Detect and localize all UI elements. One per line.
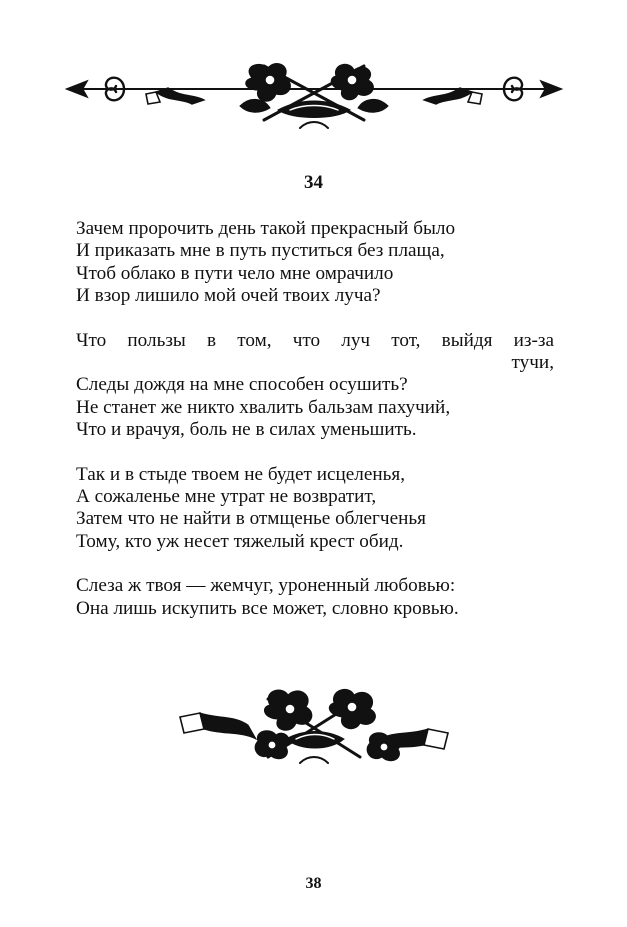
poem-line: И взор лишило мой очей твоих луча? — [76, 285, 381, 307]
poem-line: Что и врачуя, боль не в силах уменьшить. — [76, 419, 417, 441]
sonnet-number: 34 — [304, 172, 323, 193]
poem-line: Чтоб облако в пути чело мне омрачило — [76, 262, 394, 284]
poem-line: И приказать мне в путь пуститься без плаща, — [76, 240, 445, 262]
poem-line: Она лишь искупить все может, словно кровью. — [76, 597, 459, 619]
floral-ribbon-ornament-icon — [174, 683, 454, 773]
poem-line: Так и в стыде твоем не будет исцеленья, — [76, 463, 406, 485]
stanza-4 — [76, 575, 554, 620]
poem-line: Слеза ж твоя — жемчуг, уроненный любовью: — [76, 575, 456, 597]
top-ornament — [0, 58, 627, 138]
bottom-ornament — [0, 683, 627, 773]
poem-line: Следы дождя на мне способен осушить? — [76, 374, 408, 396]
poem-line-continuation: тучи, — [511, 352, 554, 374]
stanza-3 — [76, 464, 554, 554]
poem-line: Не станет же никто хвалить бальзам пахучий, — [76, 396, 451, 418]
stanza-2 — [76, 330, 554, 442]
poem-line: А сожаленье мне утрат не возвратит, — [76, 486, 377, 508]
stanza-1 — [76, 218, 554, 308]
poem-line: Зачем пророчить день такой прекрасный было — [76, 218, 456, 239]
floral-arrow-ornament-icon — [64, 58, 564, 138]
poem-line: Затем что не найти в отмщенье облегченья — [76, 508, 426, 530]
poem-line: Что пользы в том, что луч тот, выйдя из-за — [76, 329, 554, 351]
page-number: 38 — [305, 875, 322, 892]
poem-line: Тому, кто уж несет тяжелый крест обид. — [76, 530, 404, 552]
poem-text — [76, 218, 554, 642]
